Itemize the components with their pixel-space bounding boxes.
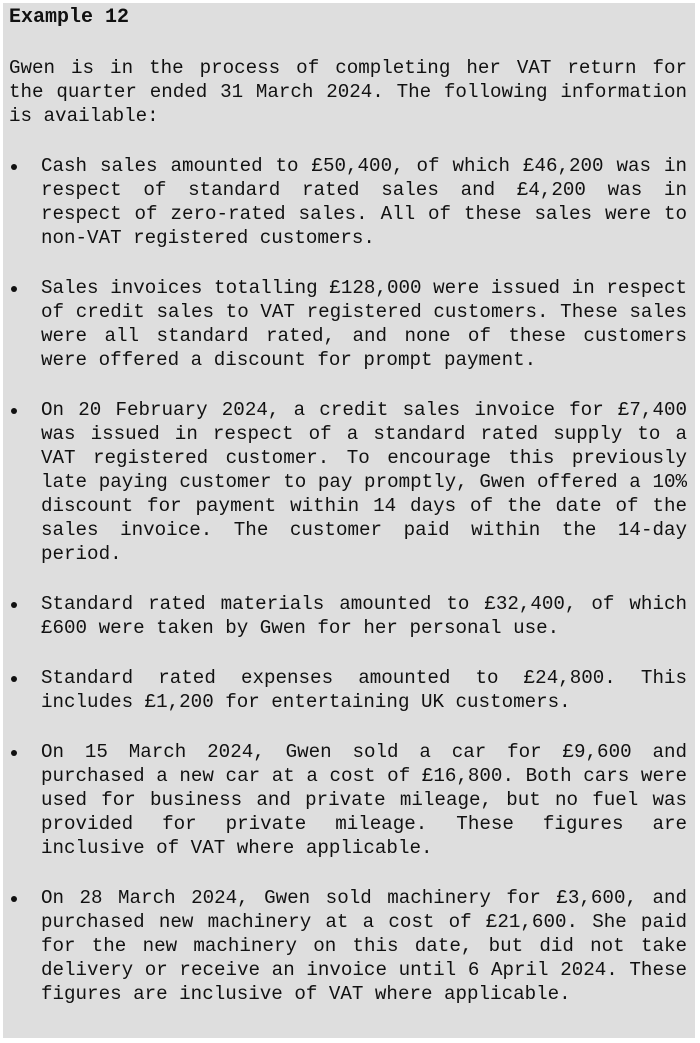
list-item [9, 154, 687, 250]
bullet-icon [11, 676, 17, 682]
list-item-text: On 15 March 2024, Gwen sold a car for £9,600 and purchased a new car at a cost of £16,800. Both cars were used for business and private mileage, but no fuel was provided for private mileage. These figures are inclusive of VAT where applicable. [41, 741, 687, 859]
list-item [9, 592, 687, 640]
example-panel [3, 3, 695, 1038]
list-item-text: Standard rated materials amounted to £32,400, of which £600 were taken by Gwen for her personal use. [41, 593, 687, 639]
list-item-text: Sales invoices totalling £128,000 were issued in respect of credit sales to VAT registered customers. These sales were all standard rated, and none of these customers were offered a discount for prompt payment. [41, 277, 687, 371]
list-item [9, 740, 687, 860]
list-item [9, 398, 687, 566]
bullet-icon [11, 286, 17, 292]
bullet-icon [11, 750, 17, 756]
bullet-icon [11, 408, 17, 414]
list-item [9, 886, 687, 1006]
list-item-text: On 28 March 2024, Gwen sold machinery for £3,600, and purchased new machinery at a cost of £21,600. She paid for the new machinery on this date, but did not take delivery or receive an invoice until 6 April 2024. These figures are inclusive of VAT where applicable. [41, 887, 687, 1005]
intro-paragraph: Gwen is in the process of completing her VAT return for the quarter ended 31 March 2024. The following information is available: [9, 57, 687, 127]
list-item-text: Standard rated expenses amounted to £24,800. This includes £1,200 for entertaining UK customers. [41, 667, 687, 713]
list-item-text: On 20 February 2024, a credit sales invoice for £7,400 was issued in respect of a standard rated supply to a VAT registered customer. To encourage this previously late paying customer to pay promptly, Gwen offered a 10% discount for payment within 14 days of the date of the sales invoice. The customer paid within the 14-day period. [41, 399, 687, 565]
bullet-icon [11, 896, 17, 902]
list-item-text: Cash sales amounted to £50,400, of which £46,200 was in respect of standard rated sales and £4,200 was in respect of zero-rated sales. All of these sales were to non-VAT registered customers. [41, 155, 687, 249]
bullet-icon [11, 602, 17, 608]
information-list [9, 154, 687, 1006]
bullet-icon [11, 164, 17, 170]
list-item [9, 276, 687, 372]
list-item [9, 666, 687, 714]
example-title: Example 12 [9, 6, 130, 29]
